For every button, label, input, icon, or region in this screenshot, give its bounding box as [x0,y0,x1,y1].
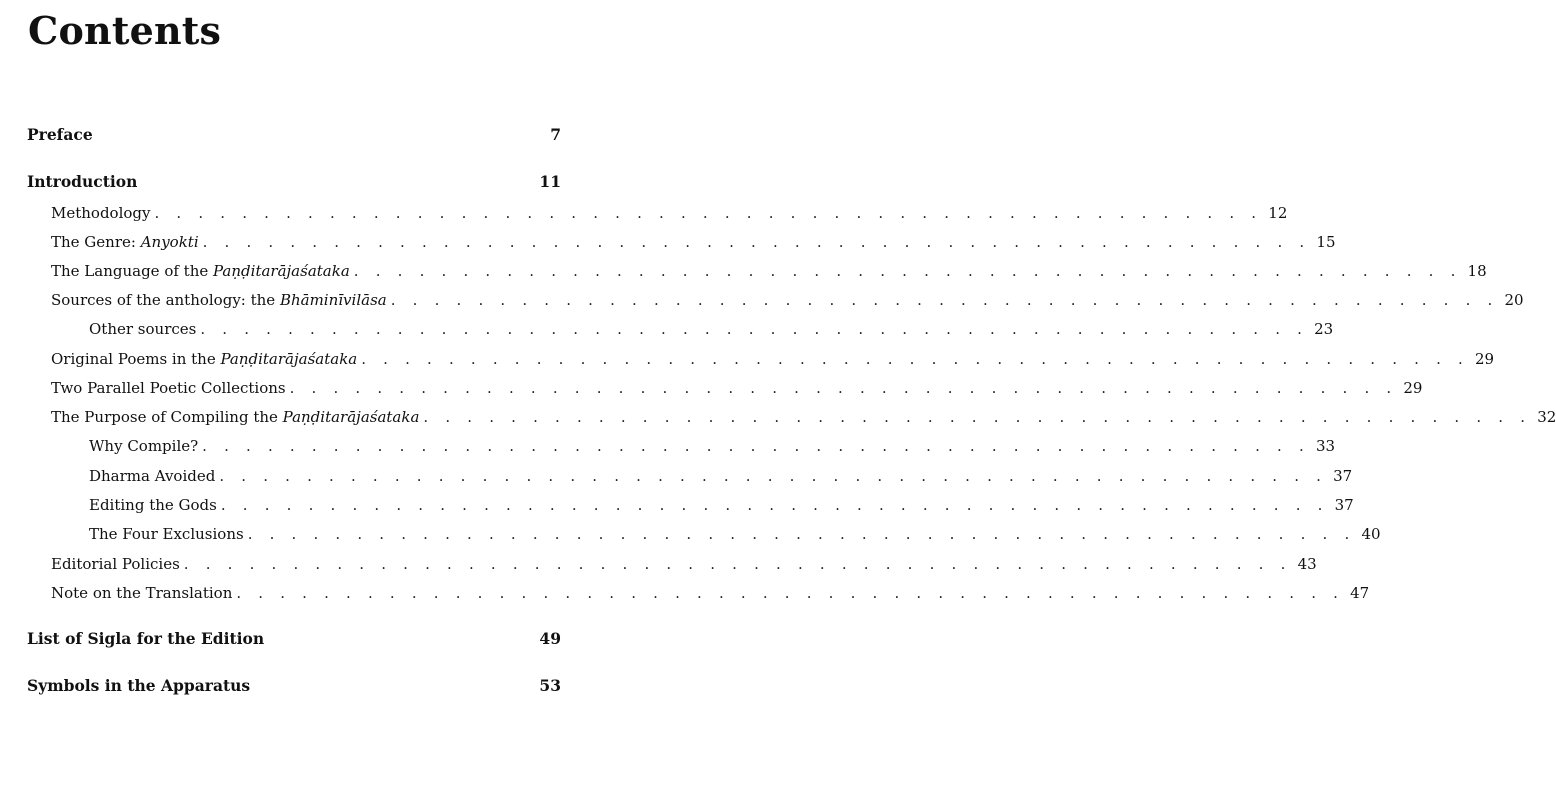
toc-entry-page: 37 [1333,467,1353,485]
toc-entry-label: Sources of the anthology: the Bhāminīvilāsa [51,291,387,309]
dot-leader: . . . . . . . . . . . . . . . . . . . . . . . . . . . . . . . . . . . . . . . . . . . . . . . . . . . [202,233,1311,251]
toc-entry-other-sources[interactable] [89,319,1334,339]
dot-leader: . . . . . . . . . . . . . . . . . . . . . . . . . . . . . . . . . . . . . . . . . . . . . . . . . . . [390,291,1499,309]
toc-entry-label: The Genre: Anyokti [51,233,199,251]
toc-entry-page: 15 [1316,233,1336,251]
toc-entry-sources[interactable] [51,290,1524,310]
toc-entry-label: The Four Exclusions [89,525,244,543]
toc-entry-label-italic: Bhāminīvilāsa [279,291,387,309]
toc-entry-page: 32 [1537,408,1556,426]
toc-entry-editing-gods[interactable] [89,495,1354,515]
toc-entry-label: Preface [27,125,93,144]
toc-entry-label: Original Poems in the Paṇḍitarājaśataka [51,350,358,368]
toc-entry-label: Introduction [27,172,138,191]
toc-entry-page: 43 [1297,555,1317,573]
toc-entry-sigla[interactable] [27,629,561,649]
toc-entry-label: Dharma Avoided [89,467,216,485]
dot-leader: . . . . . . . . . . . . . . . . . . . . . . . . . . . . . . . . . . . . . . . . . . . . . . . . . . . [219,467,1328,485]
dot-leader: . . . . . . . . . . . . . . . . . . . . . . . . . . . . . . . . . . . . . . . . . . . . . . . . . . . [353,262,1462,280]
toc-entry-page: 47 [1350,584,1370,602]
toc-entry-page: 7 [550,125,561,144]
dot-leader: . . . . . . . . . . . . . . . . . . . . . . . . . . . . . . . . . . . . . . . . . . . . . . . . . . . [423,408,1532,426]
toc-entry-page: 40 [1361,525,1381,543]
toc-entry-why-compile[interactable] [89,436,1336,456]
toc-entry-label-italic: Anyokti [140,233,199,251]
toc-entry-page: 23 [1314,320,1334,338]
toc-entry-four-exclusions[interactable] [89,524,1381,544]
toc-entry-purpose[interactable] [51,407,1556,427]
toc-entry-parallel-collections[interactable] [51,378,1423,398]
toc-entry-label: Why Compile? [89,437,199,455]
dot-leader: . . . . . . . . . . . . . . . . . . . . . . . . . . . . . . . . . . . . . . . . . . . . . . . . . . . [289,379,1398,397]
toc-entry-methodology[interactable] [51,203,1288,223]
toc-entry-label: Methodology [51,204,151,222]
dot-leader: . . . . . . . . . . . . . . . . . . . . . . . . . . . . . . . . . . . . . . . . . . . . . . . . . . . [361,350,1470,368]
toc-entry-dharma-avoided[interactable] [89,466,1353,486]
toc-entry-page: 33 [1315,437,1336,455]
toc-entry-label-italic: Paṇḍitarājaśataka [282,408,420,426]
dot-leader: . . . . . . . . . . . . . . . . . . . . . . . . . . . . . . . . . . . . . . . . . . . . . . . . . . . [183,555,1292,573]
dot-leader: . . . . . . . . . . . . . . . . . . . . . . . . . . . . . . . . . . . . . . . . . . . . . . . . . . . [200,320,1309,338]
toc-entry-label: The Language of the Paṇḍitarājaśataka [51,262,350,280]
toc-entry-introduction[interactable] [27,172,561,192]
toc-entry-label-italic: Paṇḍitarājaśataka [213,262,350,280]
toc-entry-page: 53 [539,676,561,695]
toc-entry-original-poems[interactable] [51,349,1495,369]
dot-leader: . . . . . . . . . . . . . . . . . . . . . . . . . . . . . . . . . . . . . . . . . . . . . . . . . . . [154,204,1263,222]
toc-entry-label: Note on the Translation [51,584,233,602]
toc-entry-page: 37 [1334,496,1354,514]
toc-entry-page: 20 [1504,291,1524,309]
dot-leader: . . . . . . . . . . . . . . . . . . . . . . . . . . . . . . . . . . . . . . . . . . . . . . . . . . . [202,437,1310,455]
toc-entry-translation-note[interactable] [51,583,1370,603]
toc-entry-language[interactable] [51,261,1487,281]
toc-entry-label: Editorial Policies [51,555,180,573]
toc-entry-label: Editing the Gods [89,496,217,514]
toc-entry-symbols[interactable] [27,676,561,696]
toc-entry-page: 18 [1467,262,1487,280]
toc-entry-label: Other sources [89,320,197,338]
toc-entry-page: 29 [1475,350,1495,368]
toc-entry-page: 12 [1268,204,1288,222]
toc-entry-preface[interactable] [27,125,561,145]
dot-leader: . . . . . . . . . . . . . . . . . . . . . . . . . . . . . . . . . . . . . . . . . . . . . . . . . . . [236,584,1345,602]
toc-entry-label-italic: Paṇḍitarājaśataka [220,350,358,368]
toc-entry-editorial-policies[interactable] [51,554,1317,574]
toc-entry-label: List of Sigla for the Edition [27,629,265,648]
page-title: Contents [28,8,222,53]
toc-entry-label: Two Parallel Poetic Collections [51,379,286,397]
dot-leader: . . . . . . . . . . . . . . . . . . . . . . . . . . . . . . . . . . . . . . . . . . . . . . . . . . . [247,525,1356,543]
toc-entry-label: The Purpose of Compiling the Paṇḍitarājaśataka [51,408,420,426]
toc-entry-page: 29 [1403,379,1423,397]
toc-entry-label: Symbols in the Apparatus [27,676,251,695]
toc-entry-page: 11 [539,172,561,191]
toc-entry-page: 49 [539,629,561,648]
toc-entry-genre[interactable] [51,232,1336,252]
dot-leader: . . . . . . . . . . . . . . . . . . . . . . . . . . . . . . . . . . . . . . . . . . . . . . . . . . . [220,496,1329,514]
